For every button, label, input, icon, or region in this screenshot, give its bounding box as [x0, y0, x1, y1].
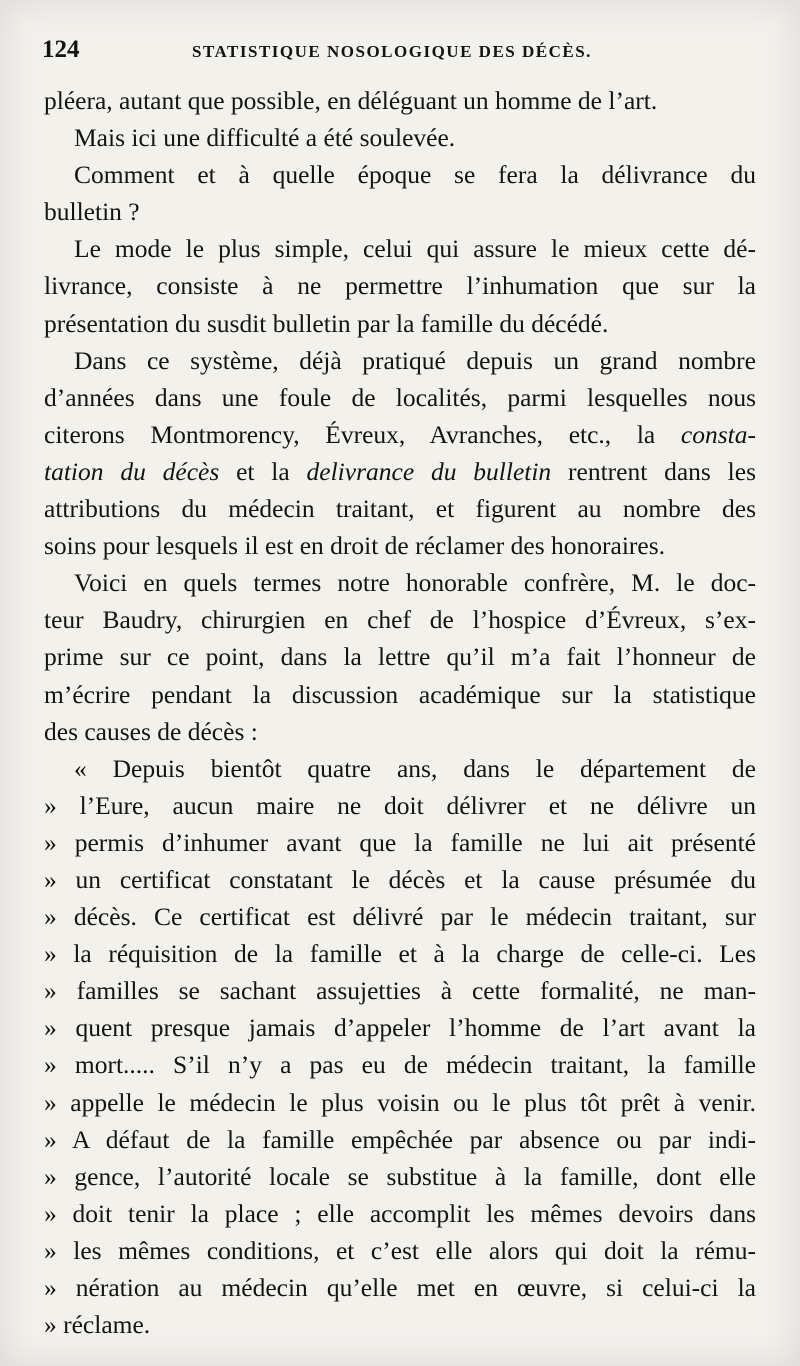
text-line [44, 490, 756, 527]
text-line [44, 676, 756, 713]
text-span: » l’Eure, aucun maire ne doit délivrer et ne délivre un [44, 790, 756, 820]
text-span: d’années dans une foule de localités, parmi lesquelles nous [44, 382, 756, 412]
text-span: livrance, consiste à ne permettre l’inhumation que sur la [44, 271, 756, 301]
text-line [44, 1232, 756, 1269]
text-span: citerons Montmorency, Évreux, Avranches, etc., la [44, 419, 681, 449]
text-span: attributions du médecin traitant, et figurent au nombre des [44, 494, 756, 524]
text-span: bulletin ? [44, 197, 140, 227]
text-span: Voici en quels termes notre honorable confrère, M. le doc- [74, 568, 756, 598]
body-text [44, 82, 756, 1343]
text-line [44, 1158, 756, 1195]
text-span: » familles se sachant assujetties à cette formalité, ne man- [44, 976, 756, 1006]
page-header [42, 36, 760, 76]
text-span: » un certificat constatant le décès et la cause présumée du [44, 864, 756, 894]
text-line [44, 564, 756, 601]
text-line [44, 193, 756, 230]
text-line [44, 972, 756, 1009]
text-span: prime sur ce point, dans la lettre qu’il m’a fait l’honneur de [44, 642, 756, 672]
text-line [44, 453, 756, 490]
text-line [44, 861, 756, 898]
text-span: Mais ici une difficulté a été soulevée. [74, 123, 456, 153]
italic-text: tation du décès [44, 456, 220, 486]
text-line [44, 305, 756, 342]
text-line [44, 1121, 756, 1158]
text-span: présentation du susdit bulletin par la famille du décédé. [44, 308, 609, 338]
text-line [44, 1306, 756, 1343]
text-span: » gence, l’autorité locale se substitue à la famille, dont elle [44, 1161, 756, 1191]
text-line [44, 1046, 756, 1083]
text-span: » doit tenir la place ; elle accomplit les mêmes devoirs dans [44, 1198, 756, 1228]
text-line [44, 527, 756, 564]
text-span: des causes de décès : [44, 716, 258, 746]
text-line [44, 1009, 756, 1046]
text-line [44, 156, 756, 193]
text-span: » appelle le médecin le plus voisin ou le plus tôt prêt à venir. [44, 1087, 756, 1117]
text-line [44, 82, 756, 119]
text-line [44, 119, 756, 156]
text-line [44, 1269, 756, 1306]
text-span: » mort..... S’il n’y a pas eu de médecin traitant, la famille [44, 1050, 756, 1080]
text-line [44, 713, 756, 750]
text-line [44, 1084, 756, 1121]
text-line [44, 267, 756, 304]
page-number: 124 [42, 36, 80, 63]
text-span: et la [219, 456, 307, 486]
text-span: Le mode le plus simple, celui qui assure le mieux cette dé- [74, 234, 756, 264]
text-span: pléera, autant que possible, en déléguant un homme de l’art. [44, 86, 658, 115]
text-line [44, 898, 756, 935]
text-span: m’écrire pendant la discussion académique sur la statistique [44, 679, 756, 709]
text-line [44, 416, 756, 453]
running-title: STATISTIQUE NOSOLOGIQUE DES DÉCÈS. [192, 42, 592, 61]
text-line [44, 230, 756, 267]
text-span: soins pour lesquels il est en droit de réclamer des honoraires. [44, 531, 666, 561]
text-line [44, 1195, 756, 1232]
text-line [44, 601, 756, 638]
text-span: rentrent dans les [551, 456, 756, 486]
text-line [44, 379, 756, 416]
text-span: » décès. Ce certificat est délivré par le médecin traitant, sur [44, 902, 756, 932]
text-span: » permis d’inhumer avant que la famille ne lui ait présenté [44, 827, 756, 857]
italic-text: consta- [680, 419, 756, 449]
text-line [44, 342, 756, 379]
text-span: » les mêmes conditions, et c’est elle alors qui doit la rému- [44, 1235, 756, 1265]
text-span: » A défaut de la famille empêchée par absence ou par indi- [44, 1124, 756, 1154]
text-line [44, 638, 756, 675]
text-line [44, 750, 756, 787]
text-line [44, 935, 756, 972]
text-line [44, 824, 756, 861]
text-line [44, 787, 756, 824]
text-span: » réclame. [44, 1310, 151, 1340]
text-span: » nération au médecin qu’elle met en œuvre, si celui-ci la [44, 1273, 756, 1302]
text-span: « Depuis bientôt quatre ans, dans le département de [74, 753, 756, 783]
text-span: teur Baudry, chirurgien en chef de l’hospice d’Évreux, s’ex- [44, 605, 756, 635]
text-span: » quent presque jamais d’appeler l’homme de l’art avant la [44, 1013, 756, 1043]
text-span: » la réquisition de la famille et à la charge de celle-ci. Les [44, 939, 756, 969]
italic-text: delivrance du bulletin [306, 456, 552, 486]
text-span: Dans ce système, déjà pratiqué depuis un grand nombre [74, 345, 756, 375]
text-span: Comment et à quelle époque se fera la délivrance du [74, 160, 756, 190]
